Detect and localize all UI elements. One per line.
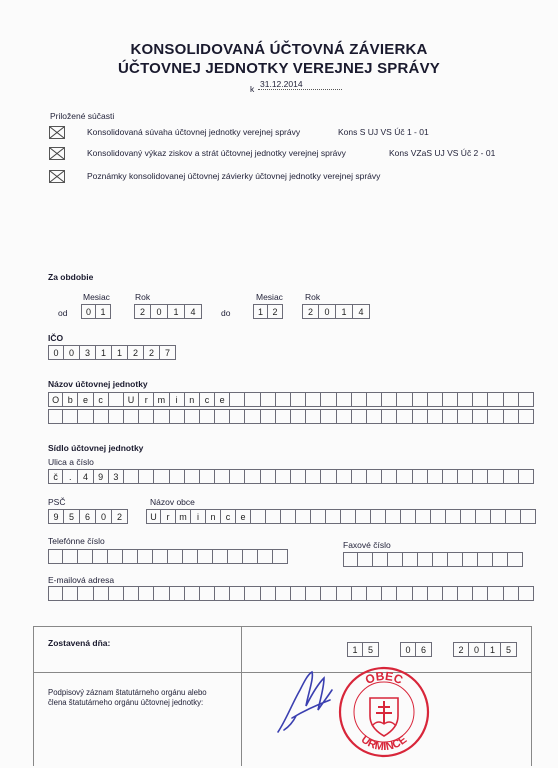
char-box[interactable] (139, 586, 154, 601)
char-box[interactable]: i (191, 509, 206, 524)
char-box[interactable]: b (63, 392, 78, 407)
char-box[interactable] (78, 549, 93, 564)
char-box[interactable]: m (154, 392, 169, 407)
char-box[interactable]: 1 (96, 345, 112, 360)
char-box[interactable] (341, 509, 356, 524)
char-box[interactable]: U (124, 392, 139, 407)
char-box[interactable] (431, 509, 446, 524)
char-box[interactable]: n (185, 392, 200, 407)
char-box[interactable]: 7 (160, 345, 176, 360)
char-box[interactable] (109, 586, 124, 601)
char-box[interactable]: 0 (96, 509, 112, 524)
char-box[interactable] (352, 392, 367, 407)
char-box[interactable] (261, 409, 276, 424)
attachment-label: Konsolidovaná súvaha účtovnej jednotky verejnej správy (87, 127, 301, 137)
date-prefix: k (250, 84, 255, 94)
section-border-left (33, 626, 34, 766)
char-box[interactable]: r (161, 509, 176, 524)
char-box[interactable] (276, 586, 291, 601)
char-box[interactable] (428, 409, 443, 424)
char-box[interactable]: 2 (134, 304, 151, 319)
char-box[interactable]: 2 (144, 345, 160, 360)
char-box[interactable] (458, 469, 473, 484)
char-box[interactable] (478, 552, 493, 567)
char-box[interactable] (154, 586, 169, 601)
to-month-label: Mesiac (256, 292, 283, 302)
char-box[interactable] (108, 549, 123, 564)
char-box[interactable] (138, 549, 153, 564)
char-box[interactable] (245, 586, 260, 601)
char-box[interactable]: 0 (64, 345, 80, 360)
char-box[interactable] (321, 409, 336, 424)
char-box[interactable] (215, 409, 230, 424)
char-box[interactable] (519, 409, 534, 424)
attachment-checkbox[interactable] (49, 170, 65, 183)
char-box[interactable] (356, 509, 371, 524)
char-box[interactable]: 5 (64, 509, 80, 524)
char-box[interactable] (367, 469, 382, 484)
char-box[interactable]: 1 (347, 642, 363, 657)
sign-label-line-1: Podpisový záznam štatutárneho orgánu alebo (48, 688, 207, 697)
char-box[interactable]: c (94, 392, 109, 407)
char-box[interactable] (352, 409, 367, 424)
char-box[interactable] (401, 509, 416, 524)
char-box[interactable] (397, 469, 412, 484)
char-box[interactable]: 0 (400, 642, 416, 657)
char-box[interactable] (352, 469, 367, 484)
char-box[interactable] (448, 552, 463, 567)
char-box[interactable] (433, 552, 448, 567)
phone-boxes[interactable] (48, 549, 288, 564)
char-box[interactable]: 2 (453, 642, 469, 657)
to-month-boxes[interactable] (253, 304, 283, 319)
char-box[interactable] (443, 586, 458, 601)
char-box[interactable] (94, 586, 109, 601)
char-box[interactable] (48, 549, 63, 564)
char-box[interactable]: 3 (80, 345, 96, 360)
fax-label: Faxové číslo (343, 540, 391, 550)
char-box[interactable] (124, 586, 139, 601)
char-box[interactable] (48, 409, 63, 424)
char-box[interactable]: U (146, 509, 161, 524)
handwritten-signature (272, 660, 342, 740)
char-box[interactable] (139, 469, 154, 484)
char-box[interactable] (154, 409, 169, 424)
char-box[interactable] (388, 552, 403, 567)
char-box[interactable] (493, 552, 508, 567)
char-box[interactable] (488, 409, 503, 424)
report-date: 31.12.2014 (258, 79, 342, 90)
char-box[interactable] (397, 586, 412, 601)
char-box[interactable] (311, 509, 326, 524)
coat-of-arms-icon (370, 698, 398, 736)
char-box[interactable] (337, 586, 352, 601)
char-box[interactable]: 6 (416, 642, 432, 657)
char-box[interactable] (200, 469, 215, 484)
street-boxes[interactable] (48, 469, 534, 484)
char-box[interactable] (326, 509, 341, 524)
char-box[interactable]: e (236, 509, 251, 524)
attachment-checkbox[interactable] (49, 147, 65, 160)
checkmark-x-icon (50, 127, 64, 138)
compiled-day-boxes[interactable] (347, 642, 379, 657)
attachment-label: Konsolidovaný výkaz ziskov a strát účtovnej jednotky verejnej správy (87, 148, 346, 158)
char-box[interactable] (506, 509, 521, 524)
char-box[interactable]: 4 (353, 304, 370, 319)
char-box[interactable] (200, 586, 215, 601)
compiled-label: Zostavená dňa: (48, 638, 111, 648)
char-box[interactable]: 1 (112, 345, 128, 360)
char-box[interactable] (291, 586, 306, 601)
char-box[interactable] (358, 552, 373, 567)
char-box[interactable] (183, 549, 198, 564)
from-month-label: Mesiac (83, 292, 110, 302)
char-box[interactable] (94, 409, 109, 424)
char-box[interactable] (154, 469, 169, 484)
char-box[interactable] (343, 552, 358, 567)
char-box[interactable] (230, 409, 245, 424)
char-box[interactable] (306, 392, 321, 407)
title-line-1: KONSOLIDOVANÁ ÚČTOVNÁ ZÁVIERKA (130, 41, 428, 58)
sign-label-line-2: člena štatutárneho orgánu účtovnej jednotky: (48, 698, 204, 707)
attachment-code: Kons VZaS UJ VS Úč 2 - 01 (389, 148, 496, 158)
char-box[interactable] (198, 549, 213, 564)
char-box[interactable] (261, 469, 276, 484)
char-box[interactable] (93, 549, 108, 564)
char-box[interactable] (228, 549, 243, 564)
compiled-month-boxes[interactable] (400, 642, 432, 657)
char-box[interactable] (139, 409, 154, 424)
ico-label: IČO (48, 333, 64, 343)
char-box[interactable]: 0 (319, 304, 336, 319)
char-box[interactable] (63, 586, 78, 601)
name-row-2[interactable] (48, 409, 534, 424)
char-box[interactable] (168, 549, 183, 564)
char-box[interactable] (418, 552, 433, 567)
char-box[interactable] (416, 509, 431, 524)
char-box[interactable] (413, 586, 428, 601)
char-box[interactable]: 4 (185, 304, 202, 319)
char-box[interactable] (337, 409, 352, 424)
char-box[interactable] (185, 586, 200, 601)
from-year-label: Rok (135, 292, 151, 302)
char-box[interactable] (245, 469, 260, 484)
phone-label: Telefónne číslo (48, 536, 105, 546)
char-box[interactable] (461, 509, 476, 524)
section-divider-top (33, 626, 532, 627)
char-box[interactable] (48, 586, 63, 601)
attachments-heading: Priložené súčasti (50, 111, 115, 121)
char-box[interactable] (230, 586, 245, 601)
char-box[interactable]: 1 (168, 304, 185, 319)
char-box[interactable] (521, 509, 536, 524)
char-box[interactable] (213, 549, 228, 564)
char-box[interactable] (109, 392, 124, 407)
char-box[interactable] (266, 509, 281, 524)
psc-label: PSČ (48, 497, 66, 507)
from-year-boxes[interactable] (134, 304, 202, 319)
char-box[interactable] (337, 392, 352, 407)
char-box[interactable] (306, 409, 321, 424)
city-label: Názov obce (150, 497, 195, 507)
char-box[interactable] (273, 549, 288, 564)
char-box[interactable]: O (48, 392, 63, 407)
char-box[interactable]: 9 (94, 469, 109, 484)
char-box[interactable] (367, 586, 382, 601)
char-box[interactable] (281, 509, 296, 524)
char-box[interactable]: 1 (96, 304, 111, 319)
char-box[interactable] (124, 469, 139, 484)
email-boxes[interactable] (48, 586, 534, 601)
char-box[interactable] (371, 509, 386, 524)
char-box[interactable] (291, 469, 306, 484)
char-box[interactable] (352, 586, 367, 601)
char-box[interactable] (488, 392, 503, 407)
checkmark-x-icon (50, 171, 64, 182)
char-box[interactable] (519, 586, 534, 601)
char-box[interactable]: n (206, 509, 221, 524)
attachment-code: Kons S UJ VS Úč 1 - 01 (338, 127, 429, 137)
char-box[interactable] (519, 392, 534, 407)
char-box[interactable] (473, 409, 488, 424)
char-box[interactable] (382, 392, 397, 407)
char-box[interactable] (245, 409, 260, 424)
char-box[interactable] (446, 509, 461, 524)
char-box[interactable] (276, 469, 291, 484)
char-box[interactable] (382, 469, 397, 484)
char-box[interactable] (403, 552, 418, 567)
char-box[interactable] (321, 586, 336, 601)
char-box[interactable] (306, 586, 321, 601)
char-box[interactable]: 6 (80, 509, 96, 524)
char-box[interactable]: r (139, 392, 154, 407)
ico-boxes[interactable] (48, 345, 176, 360)
char-box[interactable] (443, 409, 458, 424)
char-box[interactable] (306, 469, 321, 484)
char-box[interactable] (428, 392, 443, 407)
char-box[interactable] (337, 469, 352, 484)
char-box[interactable] (428, 586, 443, 601)
char-box[interactable]: 2 (112, 509, 128, 524)
char-box[interactable]: . (63, 469, 78, 484)
stamp-top-text: OBEC (363, 668, 406, 688)
stamp-bottom-text: URMINCE (358, 733, 410, 754)
char-box[interactable] (382, 409, 397, 424)
char-box[interactable] (413, 409, 428, 424)
char-box[interactable] (458, 586, 473, 601)
char-box[interactable] (504, 392, 519, 407)
char-box[interactable]: č (48, 469, 63, 484)
char-box[interactable] (170, 409, 185, 424)
char-box[interactable]: 1 (253, 304, 268, 319)
period-heading: Za obdobie (48, 272, 94, 282)
char-box[interactable] (243, 549, 258, 564)
char-box[interactable] (170, 586, 185, 601)
char-box[interactable] (63, 549, 78, 564)
char-box[interactable] (443, 469, 458, 484)
char-box[interactable] (276, 409, 291, 424)
char-box[interactable]: 4 (78, 469, 93, 484)
official-stamp (336, 664, 432, 760)
char-box[interactable]: 2 (268, 304, 283, 319)
char-box[interactable] (458, 392, 473, 407)
checkmark-x-icon (50, 148, 64, 159)
char-box[interactable] (124, 409, 139, 424)
char-box[interactable] (109, 409, 124, 424)
char-box[interactable] (473, 469, 488, 484)
name-label: Názov účtovnej jednotky (48, 379, 148, 389)
char-box[interactable]: 2 (128, 345, 144, 360)
char-box[interactable] (78, 586, 93, 601)
char-box[interactable] (373, 552, 388, 567)
char-box[interactable] (476, 509, 491, 524)
seat-heading: Sídlo účtovnej jednotky (48, 443, 144, 453)
char-box[interactable]: 1 (336, 304, 353, 319)
char-box[interactable]: 0 (48, 345, 64, 360)
char-box[interactable] (215, 586, 230, 601)
char-box[interactable] (291, 409, 306, 424)
to-year-boxes[interactable] (302, 304, 370, 319)
to-year-label: Rok (305, 292, 321, 302)
char-box[interactable] (367, 392, 382, 407)
char-box[interactable] (123, 549, 138, 564)
char-box[interactable] (473, 586, 488, 601)
char-box[interactable] (491, 509, 506, 524)
char-box[interactable]: m (176, 509, 191, 524)
char-box[interactable] (458, 409, 473, 424)
char-box[interactable] (504, 469, 519, 484)
char-box[interactable] (63, 409, 78, 424)
to-label: do (221, 308, 231, 318)
char-box[interactable] (413, 469, 428, 484)
char-box[interactable] (488, 586, 503, 601)
char-box[interactable]: 9 (48, 509, 64, 524)
char-box[interactable] (170, 469, 185, 484)
char-box[interactable]: e (78, 392, 93, 407)
char-box[interactable] (215, 469, 230, 484)
char-box[interactable] (473, 392, 488, 407)
char-box[interactable] (185, 469, 200, 484)
char-box[interactable] (488, 469, 503, 484)
char-box[interactable]: i (170, 392, 185, 407)
fax-boxes[interactable] (343, 552, 523, 567)
city-boxes[interactable] (146, 509, 536, 524)
char-box[interactable]: 2 (302, 304, 319, 319)
title-line-2: ÚČTOVNEJ JEDNOTKY VEREJNEJ SPRÁVY (118, 60, 440, 77)
char-box[interactable]: c (200, 392, 215, 407)
char-box[interactable] (153, 549, 168, 564)
char-box[interactable]: e (215, 392, 230, 407)
name-row-1[interactable] (48, 392, 534, 407)
attachment-checkbox[interactable] (49, 126, 65, 139)
section-divider-vertical (241, 626, 242, 766)
char-box[interactable]: 5 (501, 642, 517, 657)
char-box[interactable] (230, 392, 245, 407)
email-label: E-mailová adresa (48, 575, 115, 585)
psc-boxes[interactable] (48, 509, 128, 524)
char-box[interactable]: 3 (109, 469, 124, 484)
char-box[interactable]: 0 (81, 304, 96, 319)
char-box[interactable] (261, 586, 276, 601)
char-box[interactable] (321, 392, 336, 407)
compiled-year-boxes[interactable] (453, 642, 517, 657)
char-box[interactable] (504, 409, 519, 424)
char-box[interactable] (276, 392, 291, 407)
char-box[interactable]: c (221, 509, 236, 524)
char-box[interactable] (245, 392, 260, 407)
char-box[interactable] (386, 509, 401, 524)
section-border-right (531, 626, 532, 766)
char-box[interactable] (185, 409, 200, 424)
char-box[interactable] (251, 509, 266, 524)
char-box[interactable] (504, 586, 519, 601)
attachment-label: Poznámky konsolidovanej účtovnej závierky účtovnej jednotky verejnej správy (87, 171, 381, 181)
char-box[interactable]: 1 (485, 642, 501, 657)
char-box[interactable]: 0 (151, 304, 168, 319)
char-box[interactable] (397, 409, 412, 424)
char-box[interactable] (230, 469, 245, 484)
from-label: od (58, 308, 68, 318)
char-box[interactable] (428, 469, 443, 484)
char-box[interactable] (258, 549, 273, 564)
char-box[interactable] (463, 552, 478, 567)
char-box[interactable] (200, 409, 215, 424)
char-box[interactable] (443, 392, 458, 407)
char-box[interactable] (261, 392, 276, 407)
char-box[interactable] (296, 509, 311, 524)
char-box[interactable] (291, 392, 306, 407)
from-month-boxes[interactable] (81, 304, 111, 319)
char-box[interactable] (382, 586, 397, 601)
char-box[interactable] (397, 392, 412, 407)
char-box[interactable] (519, 469, 534, 484)
street-label: Ulica a číslo (48, 457, 94, 467)
char-box[interactable] (413, 392, 428, 407)
char-box[interactable] (367, 409, 382, 424)
char-box[interactable]: 0 (469, 642, 485, 657)
char-box[interactable]: 5 (363, 642, 379, 657)
char-box[interactable] (321, 469, 336, 484)
char-box[interactable] (78, 409, 93, 424)
char-box[interactable] (508, 552, 523, 567)
